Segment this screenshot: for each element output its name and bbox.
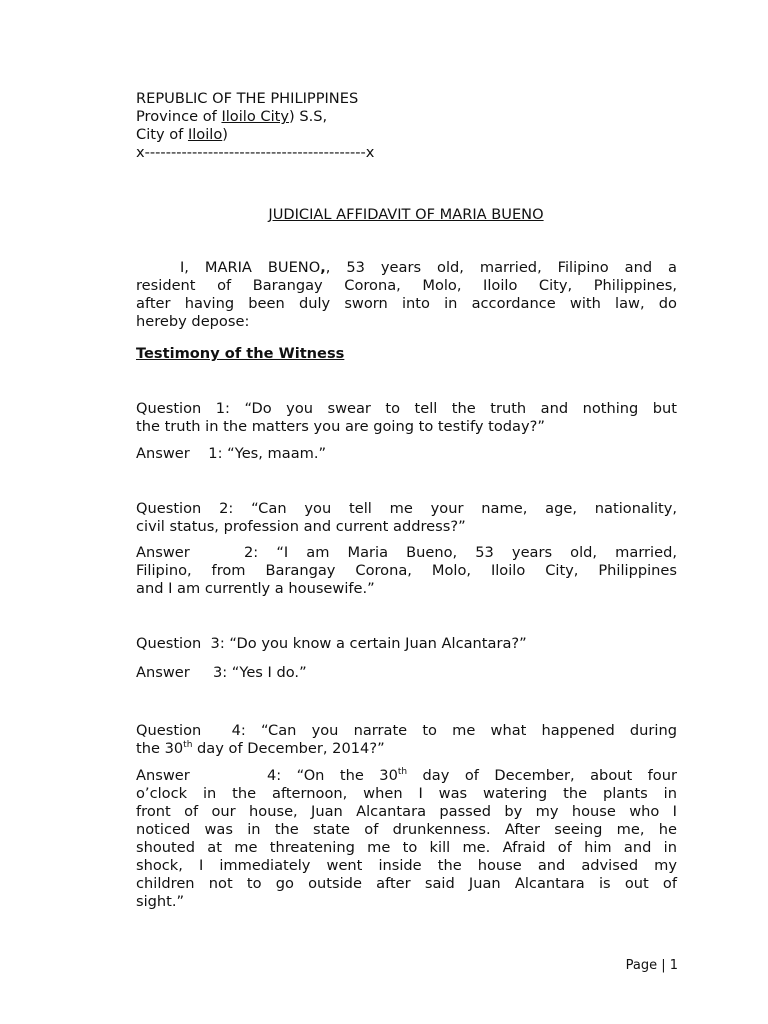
question-4: Question 4: “Can you narrate to me what happened during the 30th day of December, 2014?”	[136, 722, 677, 757]
question-label: Question 2:	[136, 500, 234, 517]
question-1: Question 1: “Do you swear to tell the truth and nothing but the truth in the matters you are going to testify today?”	[136, 400, 677, 435]
question-label: Question 3:	[136, 635, 225, 652]
city-name: Iloilo	[187, 126, 223, 143]
answer-1: Answer 1: “Yes, maam.”	[136, 445, 327, 462]
section-title-wrap	[136, 345, 677, 363]
question-label: Question 4:	[136, 722, 246, 739]
intro-line-1: I, MARIA BUENO,, 53 years old, married, Filipino and a	[180, 259, 677, 276]
province-name: Iloilo City	[221, 108, 290, 125]
answer-4: Answer 4: “On the 30th day of December, about four o’clock in the afternoon, when I was watering the plants in front of our house, Juan Alcantara passed by my house who I noticed was in the state of drunkenness. After seeing me, he shouted at me threatening me to kill me. Afraid of him and in shock, I immediately went inside the house and advised my children not to go outside after said Juan Alcantara is out of sight.”	[136, 767, 677, 910]
separator-line: x------------------------------------------x	[136, 144, 375, 161]
intro-paragraph	[136, 259, 677, 331]
question-2: Question 2: “Can you tell me your name, age, nationality, civil status, profession and current address?”	[136, 500, 678, 535]
intro-line-4: hereby depose:	[136, 313, 250, 330]
answer-label: Answer 4:	[136, 767, 282, 784]
document-title-wrap	[0, 206, 768, 224]
question-3: Question 3: “Do you know a certain Juan Alcantara?”	[136, 635, 527, 652]
city-line: City of Iloilo)	[136, 126, 228, 143]
answer-3: Answer 3: “Yes I do.”	[136, 664, 307, 681]
answer-label: Answer 2:	[136, 544, 259, 561]
answer-label: Answer 1:	[136, 445, 223, 462]
q4-line-2: the 30th day of December, 2014?”	[136, 740, 385, 757]
document-title: JUDICIAL AFFIDAVIT OF MARIA BUENO	[268, 206, 544, 223]
section-title: Testimony of the Witness	[136, 345, 345, 362]
intro-line-2: resident of Barangay Corona, Molo, Iloilo City, Philippines,	[136, 277, 677, 294]
question-label: Question 1:	[136, 400, 230, 417]
page-number: Page | 1	[625, 958, 678, 973]
answer-label: Answer 3:	[136, 664, 228, 681]
intro-line-3: after having been duly sworn into in accordance with law, do	[136, 295, 677, 312]
a4-line-1: Answer 4: “On the 30th day of December, about four	[136, 767, 677, 784]
caption-header	[136, 90, 677, 162]
answer-2: Answer 2: “I am Maria Bueno, 53 years old, married, Filipino, from Barangay Corona, Molo, Iloilo City, Philippines and I am currently a housewife.”	[136, 544, 677, 597]
republic-line: REPUBLIC OF THE PHILIPPINES	[136, 90, 359, 107]
province-line: Province of Iloilo City) S.S,	[136, 108, 328, 125]
